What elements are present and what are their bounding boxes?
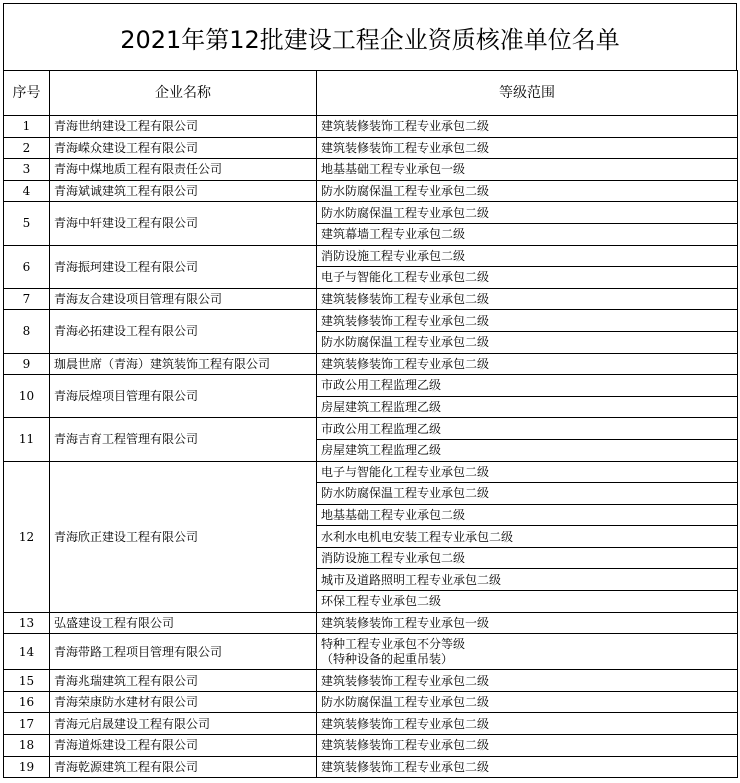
qualification-scope-line: （特种设备的起重吊装） xyxy=(321,651,454,666)
serial-number-cell: 4 xyxy=(4,180,50,202)
serial-number-cell: 16 xyxy=(4,691,50,713)
serial-number-cell: 5 xyxy=(4,202,50,245)
table-row xyxy=(4,353,738,375)
company-name-cell: 青海中轩建设工程有限公司 xyxy=(50,202,317,245)
serial-number-cell: 14 xyxy=(4,634,50,670)
serial-number-cell: 3 xyxy=(4,159,50,181)
company-name-cell: 青海道烁建设工程有限公司 xyxy=(50,735,317,757)
company-name-cell: 青海吉育工程管理有限公司 xyxy=(50,418,317,461)
serial-number-cell: 7 xyxy=(4,288,50,310)
table-row xyxy=(4,756,738,778)
qualification-scope-cell: 建筑装修装饰工程专业承包二级 xyxy=(317,288,738,310)
serial-number-cell: 10 xyxy=(4,375,50,418)
serial-number-cell: 11 xyxy=(4,418,50,461)
qualification-scope-cell: 消防设施工程专业承包二级 xyxy=(317,245,738,267)
qualification-scope-cell: 建筑装修装饰工程专业承包一级 xyxy=(317,612,738,634)
header-qualification-scope: 等级范围 xyxy=(317,71,738,116)
serial-number-cell: 6 xyxy=(4,245,50,288)
table-row xyxy=(4,310,738,332)
company-name-cell: 青海欣正建设工程有限公司 xyxy=(50,461,317,612)
serial-number-cell: 18 xyxy=(4,735,50,757)
qualification-scope-cell: 城市及道路照明工程专业承包二级 xyxy=(317,569,738,591)
qualification-scope-cell: 电子与智能化工程专业承包二级 xyxy=(317,267,738,289)
table-row xyxy=(4,159,738,181)
table-header-row xyxy=(4,71,738,116)
header-serial-number: 序号 xyxy=(4,71,50,116)
qualification-scope-cell: 地基基础工程专业承包二级 xyxy=(317,504,738,526)
qualification-scope-cell: 防水防腐保温工程专业承包二级 xyxy=(317,202,738,224)
qualification-scope-line: 特种工程专业承包不分等级 xyxy=(321,636,466,651)
qualification-scope-cell: 建筑装修装饰工程专业承包二级 xyxy=(317,137,738,159)
qualification-scope-cell: 建筑幕墙工程专业承包二级 xyxy=(317,223,738,245)
company-name-cell: 青海世纳建设工程有限公司 xyxy=(50,116,317,138)
qualification-scope-cell: 房屋建筑工程监理乙级 xyxy=(317,396,738,418)
table-row xyxy=(4,116,738,138)
table-row xyxy=(4,245,738,267)
qualification-scope-cell xyxy=(317,634,738,670)
qualification-scope-cell: 防水防腐保温工程专业承包二级 xyxy=(317,331,738,353)
table-row xyxy=(4,612,738,634)
table-row xyxy=(4,735,738,757)
table-row xyxy=(4,691,738,713)
qualification-scope-cell: 市政公用工程监理乙级 xyxy=(317,375,738,397)
table-row xyxy=(4,670,738,692)
serial-number-cell: 8 xyxy=(4,310,50,353)
header-company-name: 企业名称 xyxy=(50,71,317,116)
serial-number-cell: 17 xyxy=(4,713,50,735)
qualification-scope-cell: 建筑装修装饰工程专业承包二级 xyxy=(317,353,738,375)
company-name-cell: 弘盛建设工程有限公司 xyxy=(50,612,317,634)
serial-number-cell: 1 xyxy=(4,116,50,138)
serial-number-cell: 19 xyxy=(4,756,50,778)
qualification-scope-cell: 建筑装修装饰工程专业承包二级 xyxy=(317,670,738,692)
qualification-scope-cell: 房屋建筑工程监理乙级 xyxy=(317,439,738,461)
table-row xyxy=(4,288,738,310)
qualification-scope-cell: 建筑装修装饰工程专业承包二级 xyxy=(317,310,738,332)
qualification-scope-cell: 防水防腐保温工程专业承包二级 xyxy=(317,180,738,202)
company-name-cell: 青海中煤地质工程有限责任公司 xyxy=(50,159,317,181)
qualification-scope-cell: 地基基础工程专业承包一级 xyxy=(317,159,738,181)
company-name-cell: 青海必拓建设工程有限公司 xyxy=(50,310,317,353)
company-name-cell: 青海荣康防水建材有限公司 xyxy=(50,691,317,713)
serial-number-cell: 2 xyxy=(4,137,50,159)
qualification-scope-cell: 建筑装修装饰工程专业承包二级 xyxy=(317,713,738,735)
qualification-table xyxy=(3,70,738,778)
table-row xyxy=(4,137,738,159)
qualification-scope-cell: 建筑装修装饰工程专业承包二级 xyxy=(317,756,738,778)
qualification-scope-cell: 市政公用工程监理乙级 xyxy=(317,418,738,440)
serial-number-cell: 12 xyxy=(4,461,50,612)
qualification-scope-cell: 电子与智能化工程专业承包二级 xyxy=(317,461,738,483)
table-row xyxy=(4,202,738,224)
serial-number-cell: 15 xyxy=(4,670,50,692)
qualification-scope-cell: 建筑装修装饰工程专业承包二级 xyxy=(317,116,738,138)
table-row xyxy=(4,180,738,202)
table-row xyxy=(4,713,738,735)
qualification-scope-cell: 建筑装修装饰工程专业承包二级 xyxy=(317,735,738,757)
table-body xyxy=(4,116,738,778)
company-name-cell: 青海友合建设项目管理有限公司 xyxy=(50,288,317,310)
serial-number-cell: 9 xyxy=(4,353,50,375)
table-row xyxy=(4,461,738,483)
table-row xyxy=(4,634,738,670)
qualification-scope-cell: 防水防腐保温工程专业承包二级 xyxy=(317,483,738,505)
qualification-scope-cell: 防水防腐保温工程专业承包二级 xyxy=(317,691,738,713)
company-name-cell: 青海嵘众建设工程有限公司 xyxy=(50,137,317,159)
table-row xyxy=(4,418,738,440)
company-name-cell: 青海辰煌项目管理有限公司 xyxy=(50,375,317,418)
serial-number-cell: 13 xyxy=(4,612,50,634)
company-name-cell: 青海振珂建设工程有限公司 xyxy=(50,245,317,288)
qualification-scope-cell: 消防设施工程专业承包二级 xyxy=(317,547,738,569)
document-title: 2021年第12批建设工程企业资质核准单位名单 xyxy=(3,3,737,70)
company-name-cell: 珈晨世席（青海）建筑装饰工程有限公司 xyxy=(50,353,317,375)
qualification-scope-cell: 环保工程专业承包二级 xyxy=(317,591,738,613)
company-name-cell: 青海元启晟建设工程有限公司 xyxy=(50,713,317,735)
qualification-scope-cell: 水利水电机电安装工程专业承包二级 xyxy=(317,526,738,548)
company-name-cell: 青海乾源建筑工程有限公司 xyxy=(50,756,317,778)
company-name-cell: 青海兆瑞建筑工程有限公司 xyxy=(50,670,317,692)
company-name-cell: 青海斌诚建筑工程有限公司 xyxy=(50,180,317,202)
qualification-list-sheet xyxy=(3,3,737,778)
table-row xyxy=(4,375,738,397)
company-name-cell: 青海带路工程项目管理有限公司 xyxy=(50,634,317,670)
